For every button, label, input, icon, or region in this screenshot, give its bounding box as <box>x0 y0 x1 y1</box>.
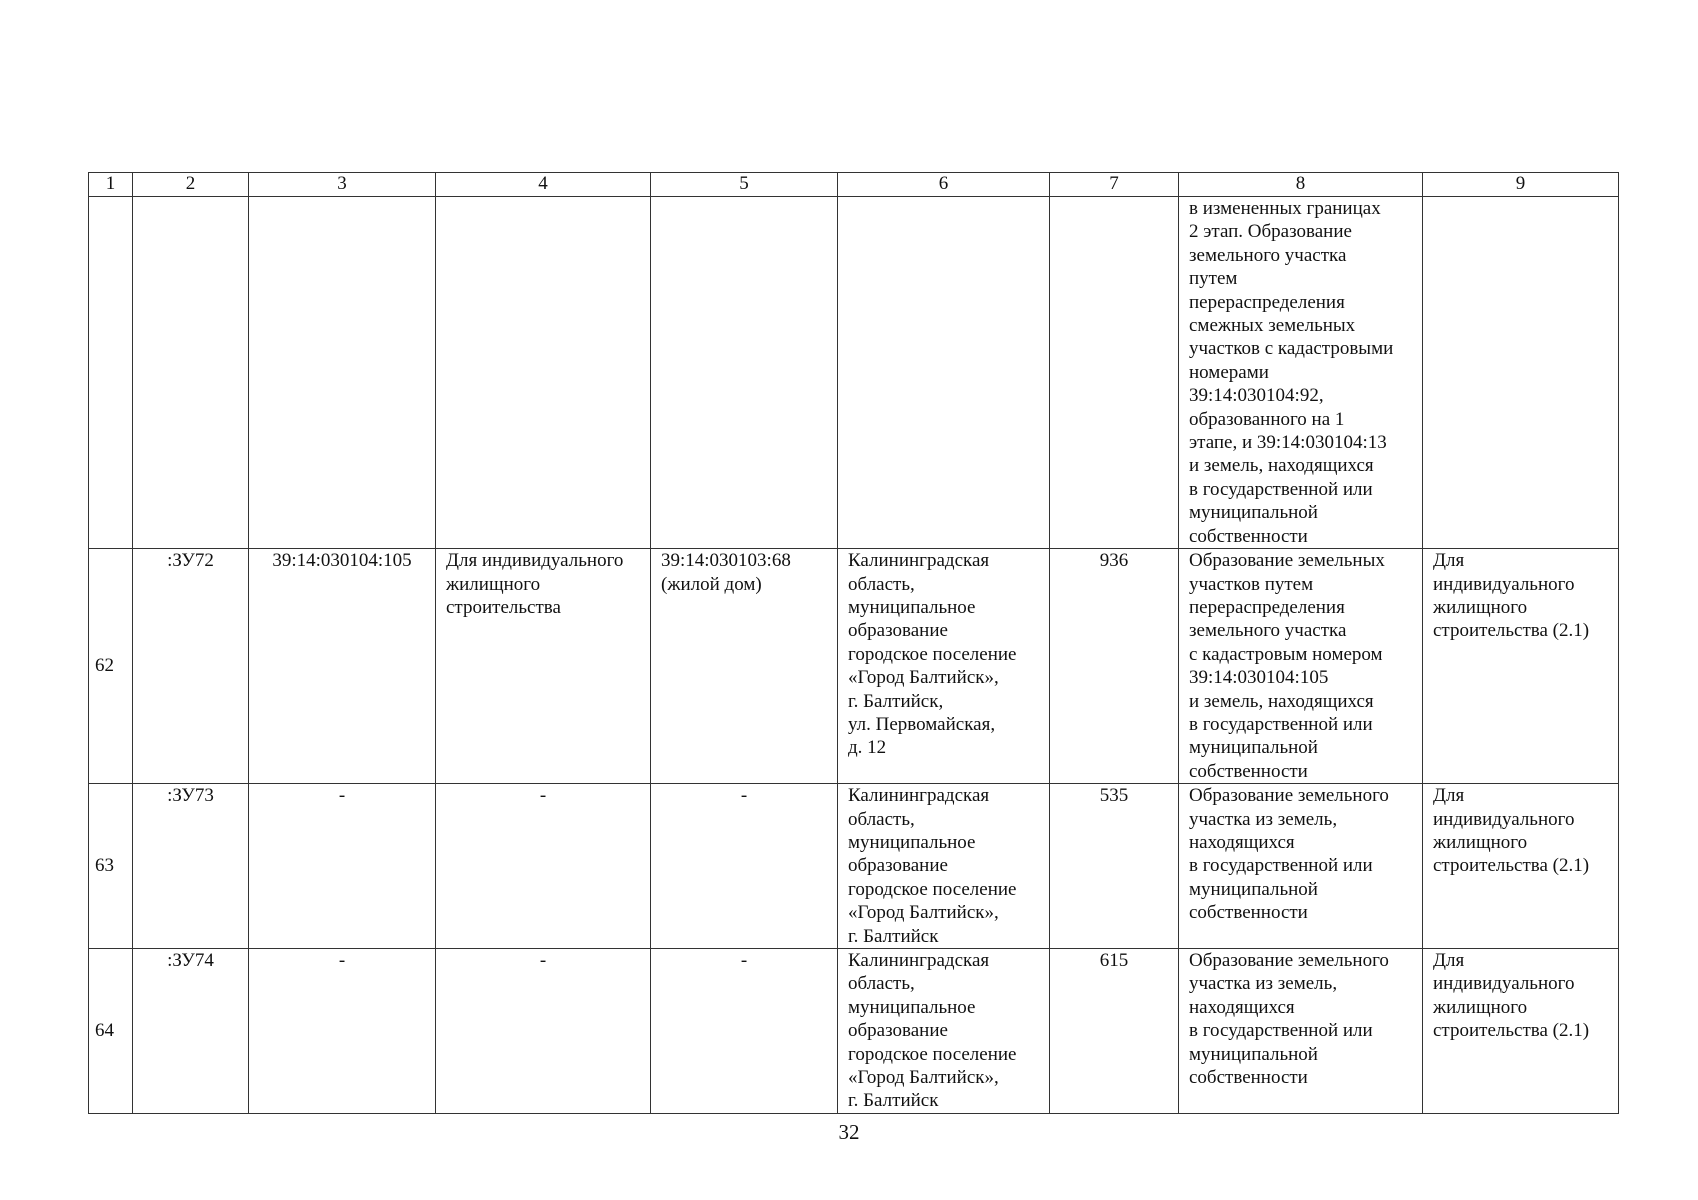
column-number: 6 <box>838 173 1050 197</box>
cadastral-number: - <box>249 949 436 1114</box>
formation-method-cell: Образование земельных участков путем перераспределения земельного участка с кадастровым номером 39:14:030104:105 и земель, находящихся в государственной или муниципальной собственности <box>1179 549 1423 784</box>
table-row <box>89 949 1619 1114</box>
column-number: 5 <box>651 173 838 197</box>
column-number: 4 <box>436 173 651 197</box>
column-number: 1 <box>89 173 133 197</box>
column-number: 2 <box>133 173 249 197</box>
permitted-use: Для индивидуального жилищного строительства (2.1) <box>1423 949 1619 1114</box>
empty-cell <box>838 197 1050 549</box>
address: Калининградская область, муниципальное образование городское поселение «Город Балтийск», г. Балтийск, ул. Первомайская, д. 12 <box>838 549 1050 784</box>
page-number: 32 <box>838 1120 860 1144</box>
row-number: 63 <box>89 784 133 949</box>
formation-method-cell: Образование земельного участка из земель, находящихся в государственной или муниципальной собственности <box>1179 784 1423 949</box>
empty-cell <box>1423 197 1619 549</box>
capital-objects: - <box>651 784 838 949</box>
permitted-use: Для индивидуального жилищного строительства (2.1) <box>1423 549 1619 784</box>
row-number: 64 <box>89 949 133 1114</box>
current-use: - <box>436 784 651 949</box>
plot-designation: :ЗУ74 <box>133 949 249 1114</box>
column-number: 7 <box>1050 173 1179 197</box>
continuation-row <box>89 197 1619 549</box>
land-plots-table <box>88 172 1619 1114</box>
empty-cell <box>89 197 133 549</box>
column-number: 3 <box>249 173 436 197</box>
formation-method-cell: Образование земельного участка из земель, находящихся в государственной или муниципальной собственности <box>1179 949 1423 1114</box>
table-row <box>89 549 1619 784</box>
row-number: 62 <box>89 549 133 784</box>
plot-designation: :ЗУ72 <box>133 549 249 784</box>
empty-cell <box>133 197 249 549</box>
empty-cell <box>249 197 436 549</box>
area: 936 <box>1050 549 1179 784</box>
empty-cell <box>1050 197 1179 549</box>
current-use: - <box>436 949 651 1114</box>
area: 615 <box>1050 949 1179 1114</box>
cadastral-number: - <box>249 784 436 949</box>
table-row <box>89 784 1619 949</box>
column-number-row <box>89 173 1619 197</box>
capital-objects: - <box>651 949 838 1114</box>
address: Калининградская область, муниципальное образование городское поселение «Город Балтийск», г. Балтийск <box>838 784 1050 949</box>
cadastral-number: 39:14:030104:105 <box>249 549 436 784</box>
permitted-use: Для индивидуального жилищного строительства (2.1) <box>1423 784 1619 949</box>
capital-objects: 39:14:030103:68 (жилой дом) <box>651 549 838 784</box>
column-number: 9 <box>1423 173 1619 197</box>
column-number: 8 <box>1179 173 1423 197</box>
empty-cell <box>436 197 651 549</box>
empty-cell <box>651 197 838 549</box>
plot-designation: :ЗУ73 <box>133 784 249 949</box>
address: Калининградская область, муниципальное образование городское поселение «Город Балтийск», г. Балтийск <box>838 949 1050 1114</box>
formation-method-cell: в измененных границах 2 этап. Образование земельного участка путем перераспределения смежных земельных участков с кадастровыми номерами 39:14:030104:92, образованного на 1 этапе, и 39:14:030104:13 и земель, находящихся в государственной или муниципальной собственности <box>1179 197 1423 549</box>
area: 535 <box>1050 784 1179 949</box>
current-use: Для индивидуального жилищного строительства <box>436 549 651 784</box>
